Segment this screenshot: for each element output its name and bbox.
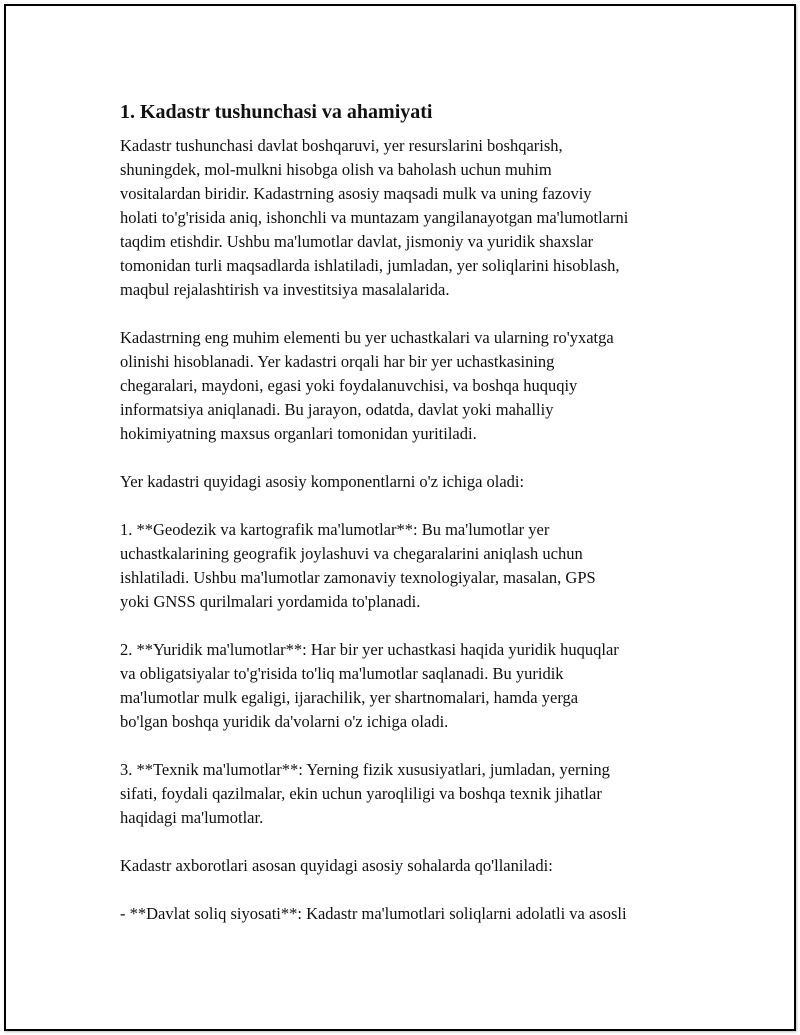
text-line: holati to'g'risida aniq, ishonchli va muntazam yangilanayotgan ma'lumotlarni <box>120 208 629 227</box>
document-page <box>4 4 796 1031</box>
text-line: sifati, foydali qazilmalar, ekin uchun yaroqliligi va boshqa texnik jihatlar <box>120 784 602 803</box>
text-line: 3. **Texnik ma'lumotlar**: Yerning fizik xususiyatlari, jumladan, yerning <box>120 760 610 779</box>
text-line: taqdim etishdir. Ushbu ma'lumotlar davlat, jismoniy va yuridik shaxslar <box>120 232 594 251</box>
paragraph-components-intro <box>120 470 720 494</box>
section-heading: 1. Kadastr tushunchasi va ahamiyati <box>120 101 433 123</box>
text-line: chegaralari, maydoni, egasi yoki foydalanuvchisi, va boshqa huquqiy <box>120 376 578 395</box>
text-line: haqidagi ma'lumotlar. <box>120 808 264 827</box>
text-line: vositalardan biridir. Kadastrning asosiy maqsadi mulk va uning fazoviy <box>120 184 592 203</box>
text-line: Kadastrning eng muhim elementi bu yer uchastkalari va ularning ro'yxatga <box>120 328 614 347</box>
text-line: Kadastr tushunchasi davlat boshqaruvi, yer resurslarini boshqarish, <box>120 136 563 155</box>
text-line: uchastkalarining geografik joylashuvi va chegaralarini aniqlash uchun <box>120 544 583 563</box>
text-line: va obligatsiyalar to'g'risida to'liq ma'lumotlar saqlanadi. Bu yuridik <box>120 664 564 683</box>
text-line: hokimiyatning maxsus organlari tomonidan yuritiladi. <box>120 424 477 443</box>
text-line: 1. **Geodezik va kartografik ma'lumotlar**: Bu ma'lumotlar yer <box>120 520 550 539</box>
paragraph-usage-intro <box>120 854 720 878</box>
text-line: informatsiya aniqlanadi. Bu jarayon, odatda, davlat yoki mahalliy <box>120 400 554 419</box>
list-item-legal-data <box>120 638 720 734</box>
text-line: shuningdek, mol-mulkni hisobga olish va baholash uchun muhim <box>120 160 552 179</box>
text-line: - **Davlat soliq siyosati**: Kadastr ma'lumotlari soliqlarni adolatli va asosli <box>120 904 627 923</box>
list-item-geodetic-data <box>120 518 720 614</box>
text-line: maqbul rejalashtirish va investitsiya masalalarida. <box>120 280 450 299</box>
list-item-technical-data <box>120 758 720 830</box>
text-line: bo'lgan boshqa yuridik da'volarni o'z ichiga oladi. <box>120 712 449 731</box>
list-item-tax-policy <box>120 902 720 926</box>
text-line: olinishi hisoblanadi. Yer kadastri orqali har bir yer uchastkasining <box>120 352 555 371</box>
document-body <box>120 98 720 950</box>
text-line: Kadastr axborotlari asosan quyidagi asosiy sohalarda qo'llaniladi: <box>120 856 553 875</box>
text-line: Yer kadastri quyidagi asosiy komponentlarni o'z ichiga oladi: <box>120 472 525 491</box>
text-line: ishlatiladi. Ushbu ma'lumotlar zamonaviy texnologiyalar, masalan, GPS <box>120 568 596 587</box>
text-line: ma'lumotlar mulk egaligi, ijarachilik, yer shartnomalari, hamda yerga <box>120 688 579 707</box>
text-line: tomonidan turli maqsadlarda ishlatiladi, jumladan, yer soliqlarini hisoblash, <box>120 256 620 275</box>
paragraph-kadastr-definition <box>120 134 720 302</box>
text-line: 2. **Yuridik ma'lumotlar**: Har bir yer uchastkasi haqida yuridik huquqlar <box>120 640 619 659</box>
paragraph-land-plots <box>120 326 720 446</box>
text-line: yoki GNSS qurilmalari yordamida to'planadi. <box>120 592 421 611</box>
